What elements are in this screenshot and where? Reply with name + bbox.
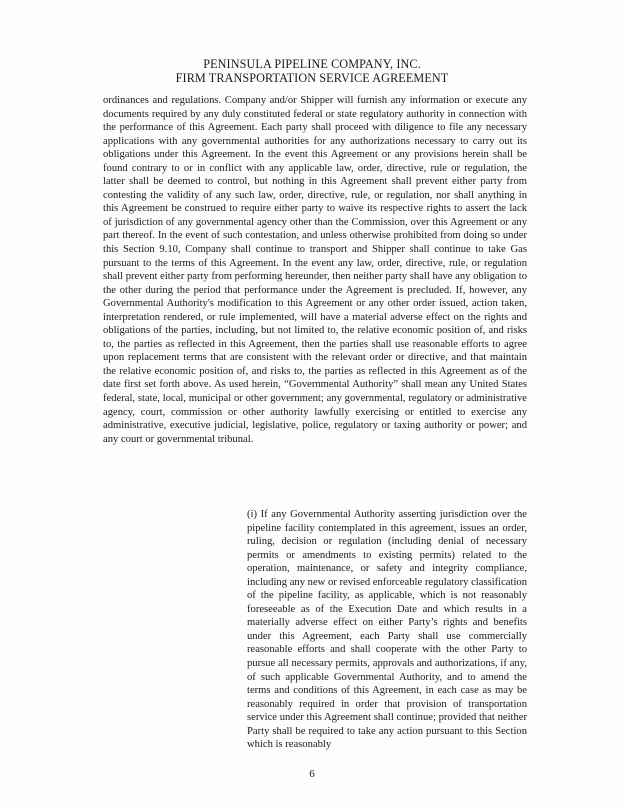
agreement-title: FIRM TRANSPORTATION SERVICE AGREEMENT [175, 71, 449, 85]
document-header [0, 57, 624, 85]
page-number: 6 [309, 768, 315, 780]
subparagraph-i: (i) If any Governmental Authority asserting jurisdiction over the pipeline facility contemplated in this agreement, issues an order, ruling, decision or regulation (including denial of necessary permits or amendments to existing permits) related to the operation, maintenance, or safety and integrity compliance, including any new or revised enforceable regulatory classification of the pipeline facility, as applicable, which is not reasonably foreseeable as of the Execution Date and which results in a materially adverse effect on either Party’s rights and benefits under this Agreement, each Party shall use commercially reasonable efforts and shall cooperate with the other Party to pursue all necessary permits, approvals and authorizations, if any, of such applicable Governmental Authority, and to amend the terms and conditions of this Agreement, in each case as may be reasonably required in order that provision of transportation service under this Agreement shall continue; provided that neither Party shall be required to take any action pursuant to this Section which is reasonably [247, 509, 527, 751]
company-name: PENINSULA PIPELINE COMPANY, INC. [203, 57, 421, 71]
main-paragraph: ordinances and regulations. Company and/or Shipper will furnish any information or execute any documents required by any duly constituted federal or state regulatory authority in connection with the performance of this Agreement. Each party shall proceed with diligence to file any necessary applications with any governmental authorities for any authorizations necessary to carry out its obligations under this Agreement. In the event this Agreement or any provisions herein shall be found contrary to or in conflict with any applicable law, order, directive, rule or regulation, the latter shall be deemed to control, but nothing in this Agreement shall prevent either party from contesting the validity of any such law, order, directive, rule, or regulation, nor shall anything in this Agreement be construed to require either party to waive its respective rights to assert the lack of jurisdiction of any governmental agency other than the Commission, over this Agreement or any part thereof. In the event of such contestation, and unless otherwise prohibited from doing so under this Section 9.10, Company shall continue to transport and Shipper shall continue to take Gas pursuant to the terms of this Agreement. In the event any law, order, directive, rule, or regulation shall prevent either party from performing hereunder, then neither party shall have any obligation to the other during the period that performance under the Agreement is precluded. If, however, any Governmental Authority's modification to this Agreement or any other order issued, action taken, interpretation rendered, or rule implemented, will have a material adverse effect on the rights and obligations of the parties, including, but not limited to, the relative economic position of, and risks to, the parties as reflected in this Agreement, then the parties shall use reasonable efforts to agree upon replacement terms that are consistent with the relevant order or directive, and that maintain the relative economic position of, and risks to, the parties as reflected in this Agreement as of the date first set forth above. As used herein, “Governmental Authority” shall mean any United States federal, state, local, municipal or other government; any governmental, regulatory or administrative agency, court, commission or other authority lawfully exercising or entitled to exercise any administrative, executive judicial, legislative, police, regulatory or taxing authority or power; and any court or governmental tribunal. [103, 95, 527, 445]
